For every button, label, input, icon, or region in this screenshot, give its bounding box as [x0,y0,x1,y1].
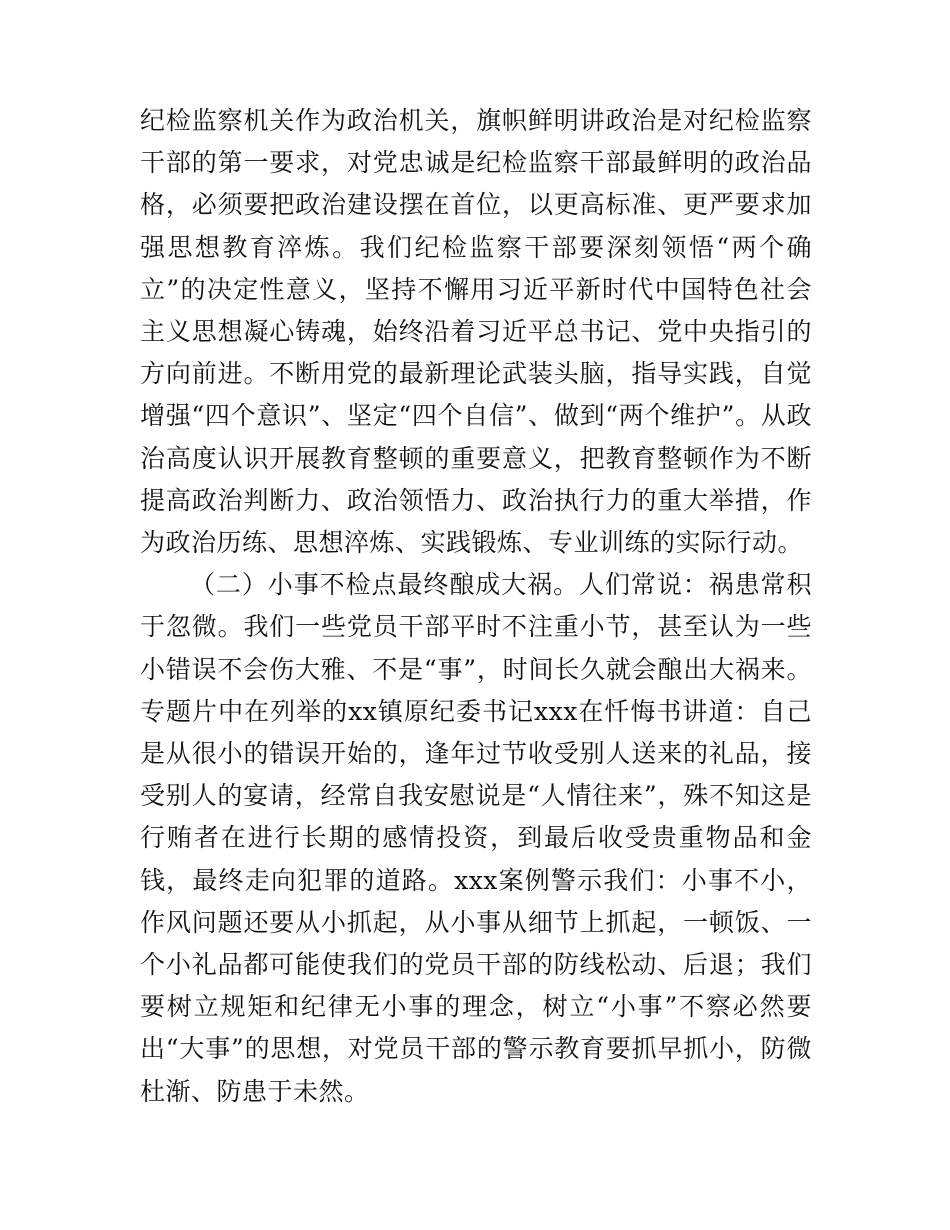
document-body [140,100,812,1113]
paragraph-political-construction: 纪检监察机关作为政治机关，旗帜鲜明讲政治是对纪检监察干部的第一要求，对党忠诚是纪检监察干部最鲜明的政治品格，必须要把政治建设摆在首位，以更高标准、更严要求加强思想教育淬炼。我们纪检监察干部要深刻领悟“两个确立”的决定性意义，坚持不懈用习近平新时代中国特色社会主义思想凝心铸魂，始终沿着习近平总书记、党中央指引的方向前进。不断用党的最新理论武装头脑，指导实践，自觉增强“四个意识”、坚定“四个自信”、做到“两个维护”。从政治高度认识开展教育整顿的重要意义，把教育整顿作为不断提高政治判断力、政治领悟力、政治执行力的重大举措，作为政治历练、思想淬炼、实践锻炼、专业训练的实际行动。 [140,106,812,558]
paragraph-small-matters-warning: （二）小事不检点最终酿成大祸。人们常说：祸患常积于忽微。我们一些党员干部平时不注重小节，甚至认为一些小错误不会伤大雅、不是“事”，时间长久就会酿出大祸来。专题片中在列举的xx镇原纪委书记xxx在忏悔书讲道：自己是从很小的错误开始的，逢年过节收受别人送来的礼品，接受别人的宴请，经常自我安慰说是“人情往来”，殊不知这是行贿者在进行长期的感情投资，到最后收受贵重物品和金钱，最终走向犯罪的道路。xxx案例警示我们：小事不小，作风问题还要从小抓起，从小事从细节上抓起，一顿饭、一个小礼品都可能使我们的党员干部的防线松动、后退；我们要树立规矩和纪律无小事的理念，树立“小事”不察必然要出“大事”的思想，对党员干部的警示教育要抓早抓小，防微杜渐、防患于未然。 [140,570,812,1106]
